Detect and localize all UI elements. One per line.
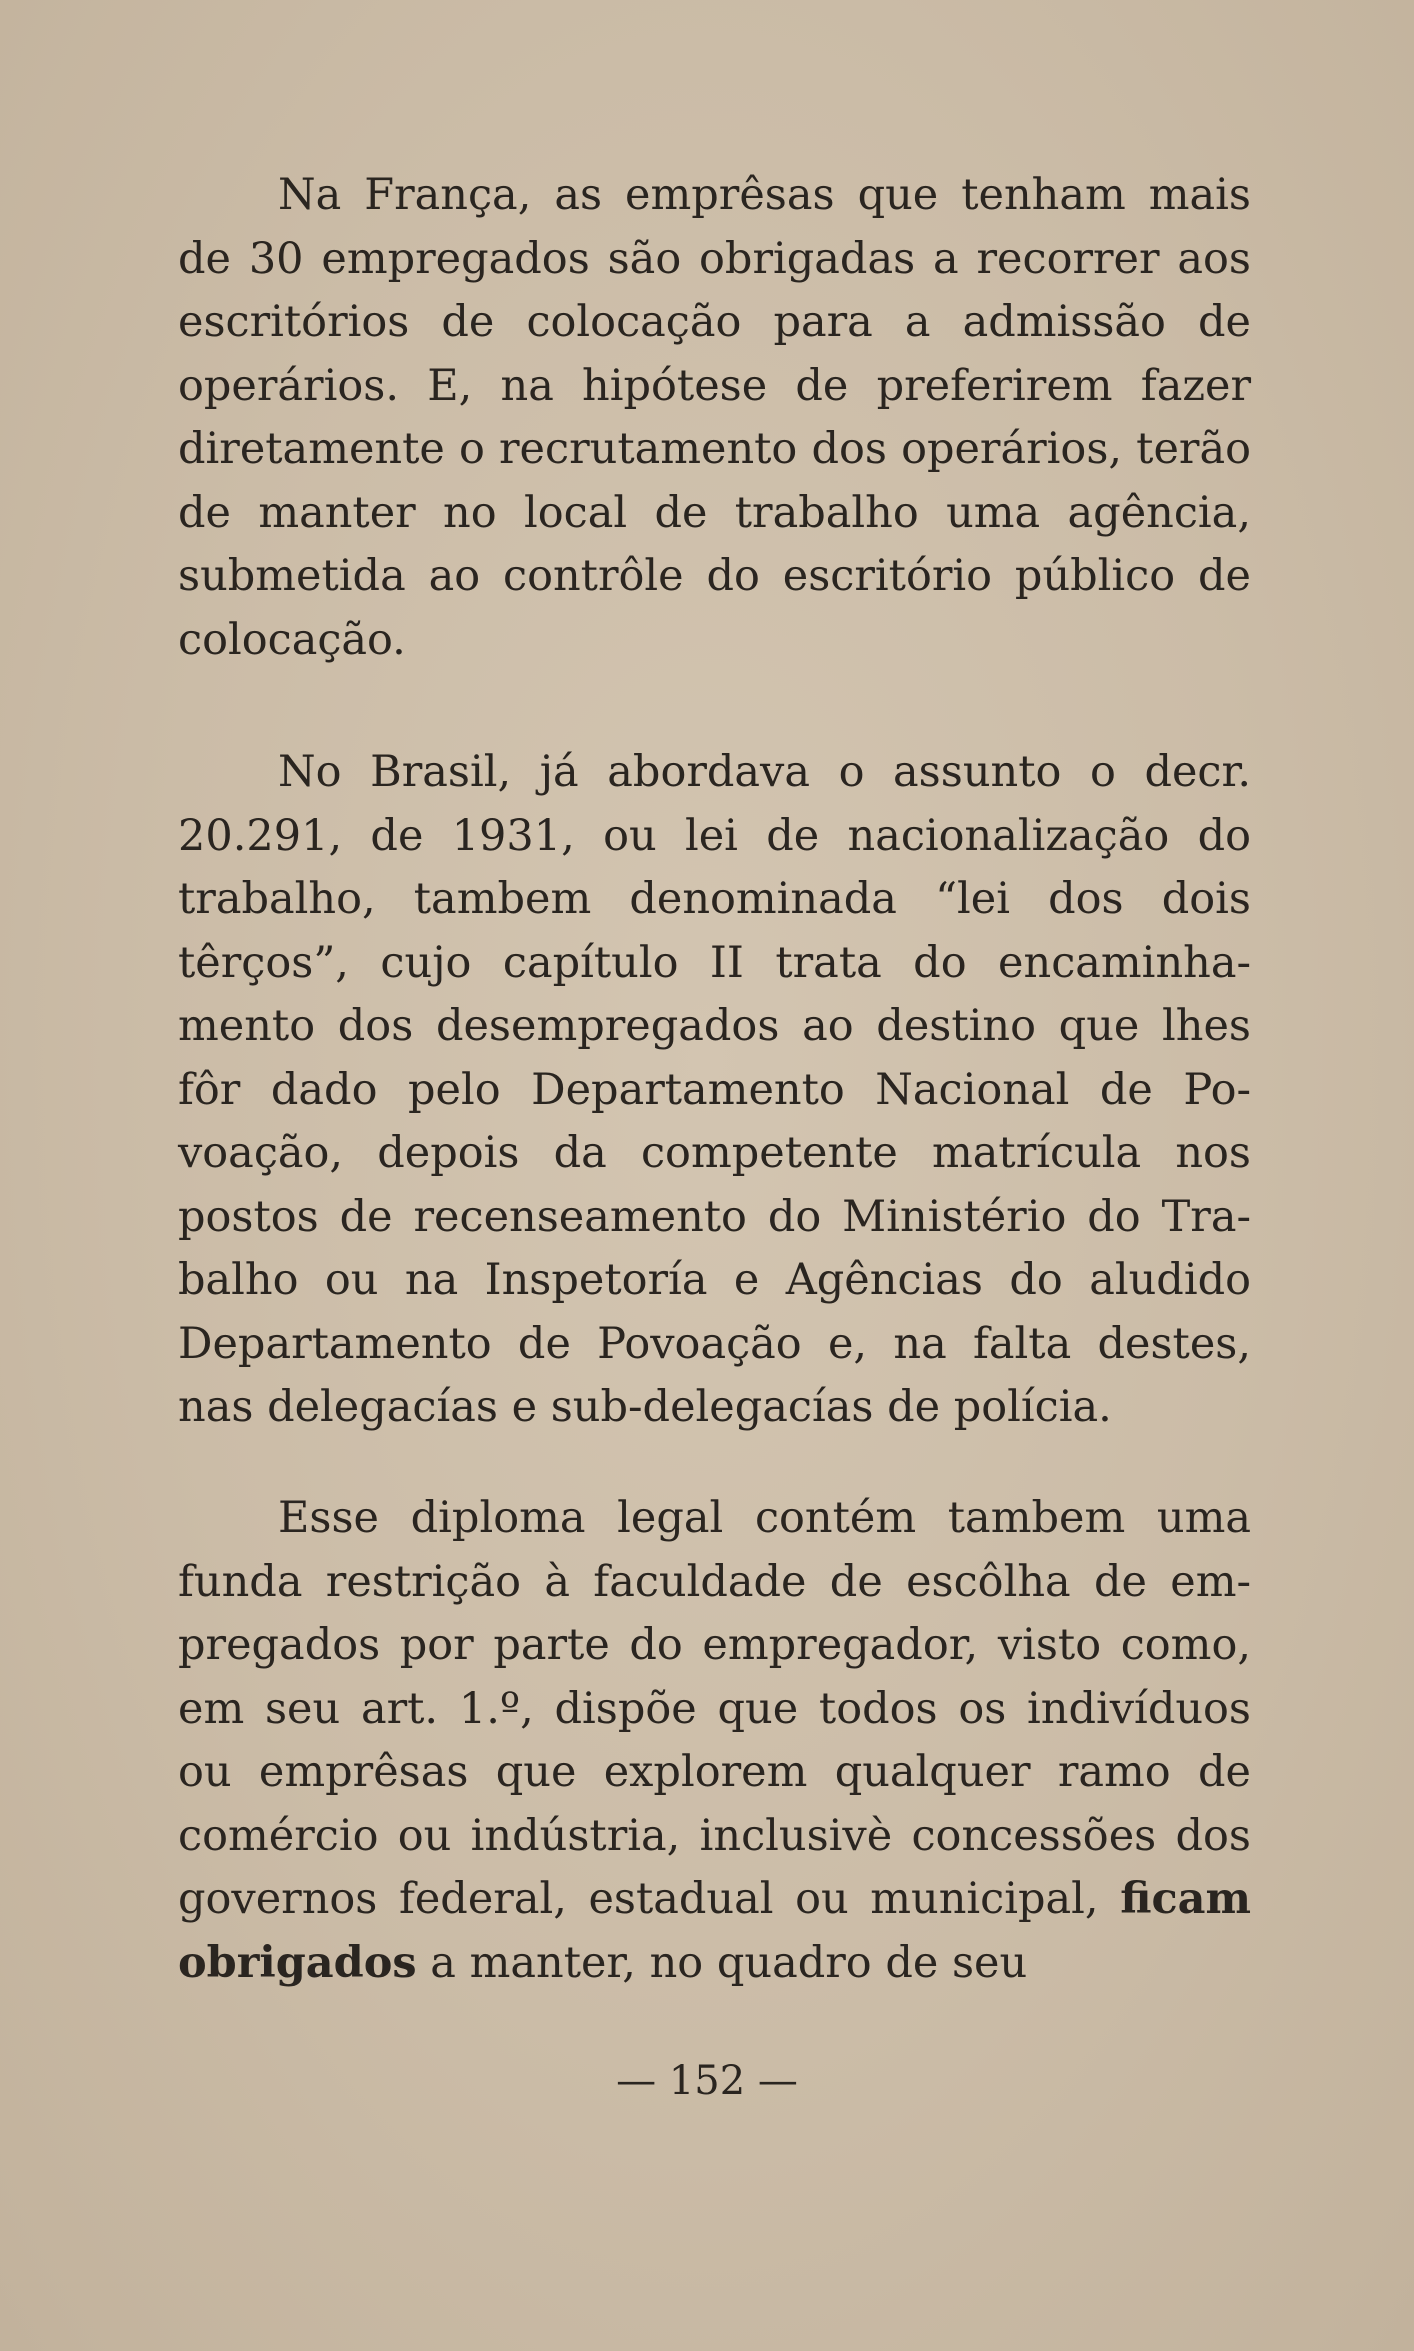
bold-emphasis: ficam obrigados <box>178 1874 1251 1988</box>
paragraph-text: Na França, as emprêsas que tenham mais de 30 empregados são obrigadas a recorrer aos escritórios de colocação para a admissão de operários. E, na hipótese de preferirem fazer diretamente o recrutamento dos operários, terão de manter no local de trabalho uma agência, submetida ao contrôle do escritório público de colocação. <box>178 170 1251 665</box>
paragraph-text: No Brasil, já abordava o assunto o decr. 20.291, de 1931, ou lei de nacionalização do trabalho, tambem denominada “lei dos dois têrços”, cujo capítulo II trata do encaminhamento dos desempregados ao destino que lhes fôr dado pelo Departamento Nacional de Povoação, depois da competente matrícula nos postos de recenseamento do Ministério do Trabalho ou na Inspetoría e Agências do aludido Departamento de Povoação e, na falta destes, nas delegacías e sub-delegacías de polícia. <box>178 747 1251 1432</box>
paragraph-brasil <box>178 741 1251 1440</box>
paragraph-france <box>178 164 1251 672</box>
paragraph-text-part: Esse diploma legal contém tambem uma funda restrição à faculdade de escôlha de empregados por parte do empregador, visto como, em seu art. 1.º, dispõe que todos os indivíduos ou emprêsas que explorem qualquer ramo de comércio ou indústria, inclusivè concessões dos governos federal, estadual ou municipal, <box>178 1493 1251 1924</box>
paragraph-text-part: a manter, no quadro de seu <box>416 1937 1028 1988</box>
paragraph-diploma <box>178 1487 1251 1995</box>
paragraph-text <box>178 1487 1251 1995</box>
page-number: — 152 — <box>616 2058 798 2104</box>
